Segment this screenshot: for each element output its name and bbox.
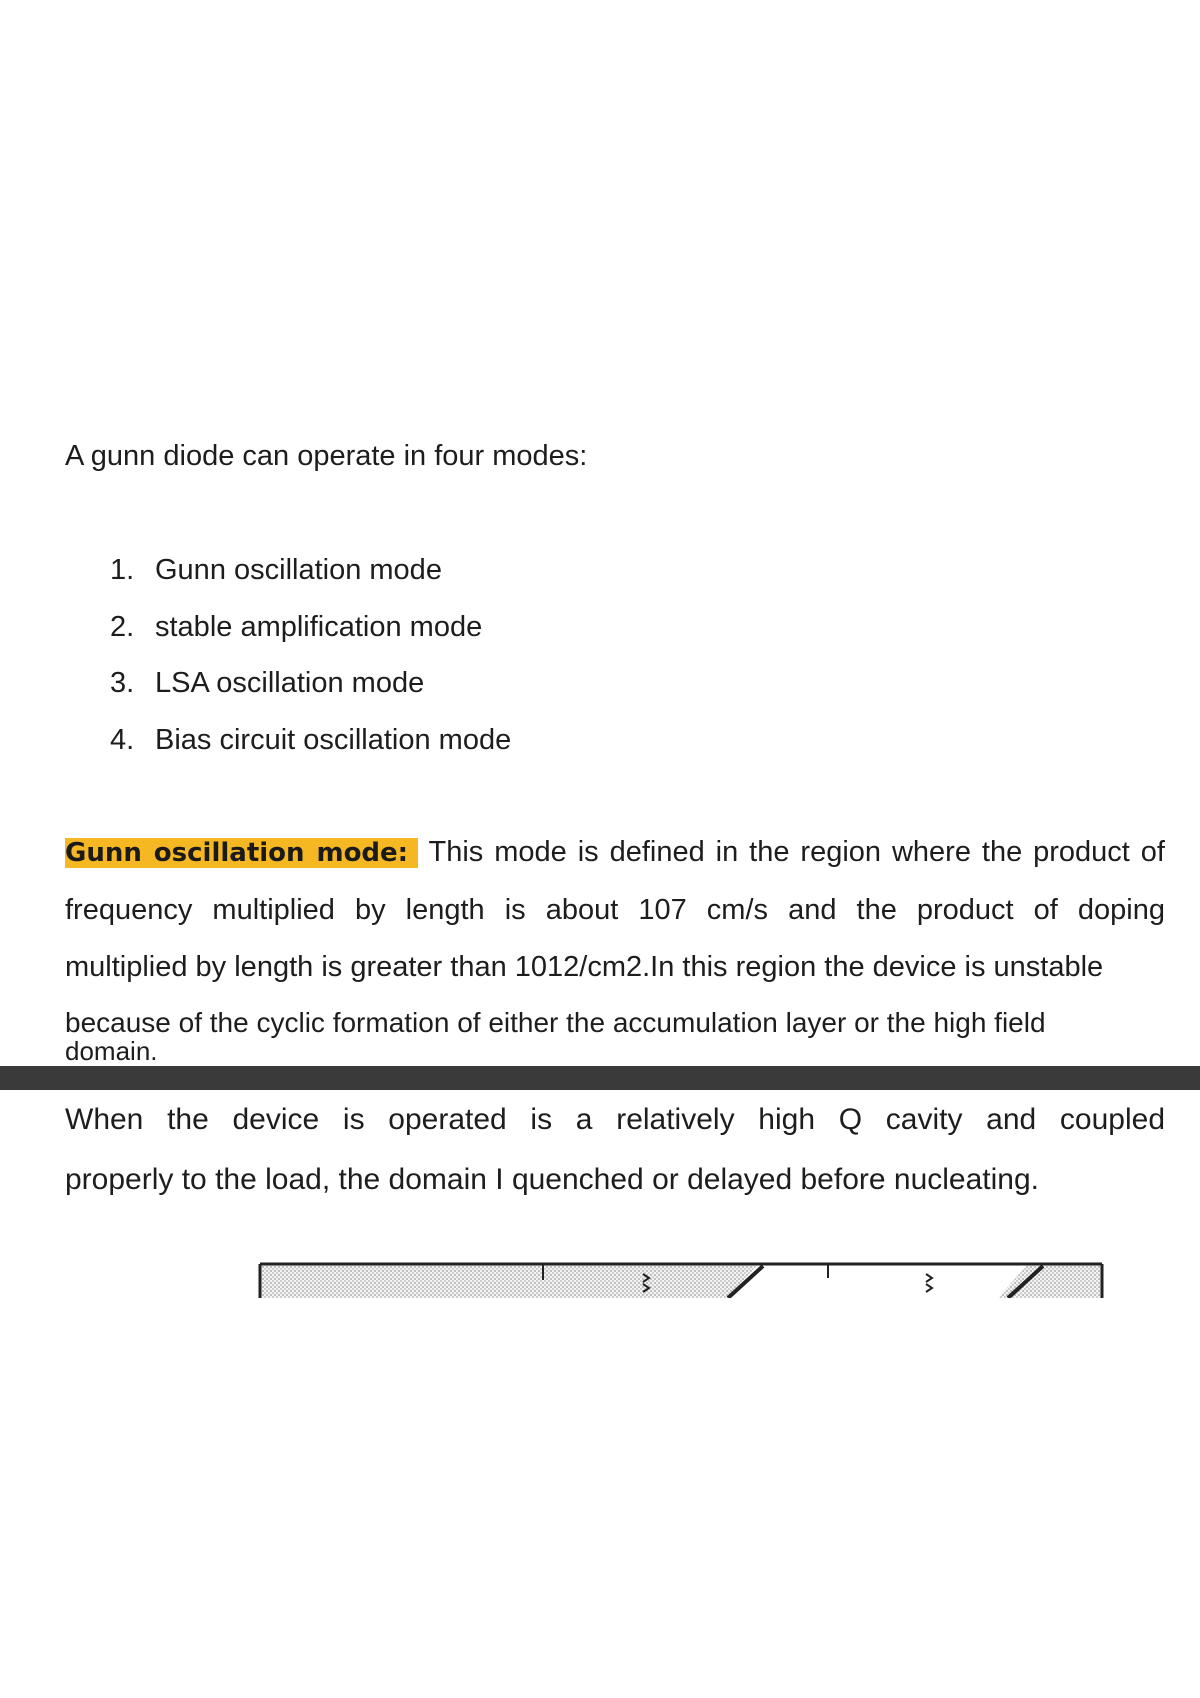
modes-list [110, 552, 511, 778]
paragraph-line: When the device is operated is a relatively high Q cavity and coupled [65, 1103, 1165, 1136]
list-number: 2. [110, 610, 135, 643]
list-item [110, 665, 511, 722]
paragraph-line: multiplied by length is greater than 1012/cm2.In this region the device is unstable [65, 951, 1104, 983]
list-item [110, 722, 511, 779]
highlighted-heading: Gunn oscillation mode: [65, 838, 418, 868]
paragraph-line: domain. [65, 1036, 158, 1066]
list-label: stable amplification mode [155, 610, 483, 643]
paragraph-line: frequency multiplied by length is about 107 cm/s and the product of doping [65, 893, 1165, 926]
paragraph-line: because of the cyclic formation of either the accumulation layer or the high field [65, 1007, 1046, 1038]
list-number: 3. [110, 667, 135, 699]
list-label: Gunn oscillation mode [155, 554, 442, 586]
cropped-figure [258, 1258, 1104, 1298]
list-item [110, 609, 511, 666]
list-label: Bias circuit oscillation mode [155, 723, 512, 756]
list-label: LSA oscillation mode [155, 667, 425, 699]
figure-drawing [258, 1258, 1104, 1298]
figure-hatched-region-left [260, 1264, 758, 1298]
paragraph-text: This mode is defined in the region where the product of [428, 836, 1165, 868]
list-number: 4. [110, 723, 135, 756]
paragraph-line: properly to the load, the domain I quenched or delayed before nucleating. [65, 1163, 1040, 1196]
cavity-paragraph [65, 1102, 1165, 1222]
intro-text: A gunn diode can operate in four modes: [65, 440, 588, 472]
paragraph-line [65, 834, 1165, 892]
list-number: 1. [110, 554, 135, 586]
page-divider-bar [0, 1066, 1200, 1090]
gunn-mode-paragraph [65, 834, 1165, 985]
list-item [110, 552, 511, 609]
